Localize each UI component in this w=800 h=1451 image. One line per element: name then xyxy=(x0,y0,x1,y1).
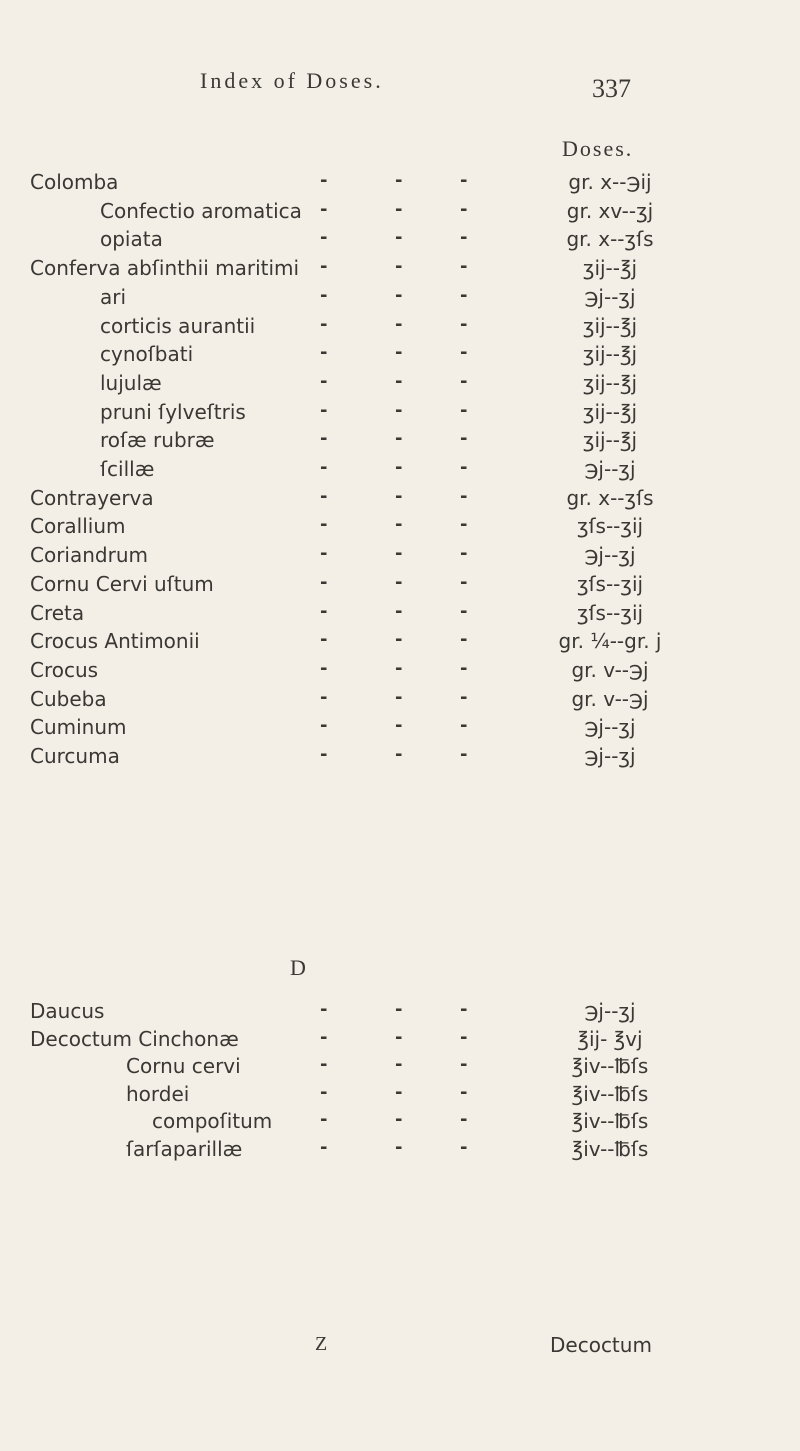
entry-name: pruni ſylveſtris xyxy=(100,399,246,424)
leader-dash: - xyxy=(460,428,468,450)
leader-dash: - xyxy=(320,428,328,450)
leader-dash: - xyxy=(395,313,403,335)
leader-dash: - xyxy=(320,657,328,679)
entry-dose: gr. x--℈ij xyxy=(568,170,652,194)
running-head: Index of Doses. xyxy=(200,68,384,93)
entry-dose: ʒij--℥j xyxy=(582,370,638,395)
entry-dose: ʒij--℥j xyxy=(582,399,638,424)
leader-dash: - xyxy=(460,686,468,708)
entry-name: Cornu Cervi uſtum xyxy=(30,571,214,596)
entry-name: Curcuma xyxy=(30,744,120,768)
leader-dash: - xyxy=(460,571,468,593)
leader-dash: - xyxy=(320,313,328,335)
entry-dose: ℥iv--℔ſs xyxy=(571,1136,649,1161)
section-letter: D xyxy=(290,955,306,980)
entry-dose: ℈j--ʒj xyxy=(584,999,636,1023)
leader-dash: - xyxy=(460,629,468,651)
entry-name: Corallium xyxy=(30,514,126,539)
entry-dose: gr. ¼--gr. j xyxy=(558,629,662,654)
leader-dash: - xyxy=(460,342,468,364)
list-item xyxy=(0,1137,800,1171)
leader-dash: - xyxy=(320,744,328,765)
entry-name: hordei xyxy=(126,1081,190,1106)
leader-dash: - xyxy=(395,715,403,737)
leader-dash: - xyxy=(395,1109,403,1130)
entry-name: Crocus Antimonii xyxy=(30,629,200,654)
leader-dash: - xyxy=(395,1026,403,1048)
leader-dash: - xyxy=(460,600,468,622)
leader-dash: - xyxy=(460,657,468,679)
entry-dose: ʒſs--ʒij xyxy=(576,600,644,625)
entry-name: Creta xyxy=(30,600,85,625)
leader-dash: - xyxy=(460,198,468,220)
leader-dash: - xyxy=(460,1136,468,1158)
entry-dose: ℥iv--℔ſs xyxy=(571,1081,649,1106)
catchword: Decoctum xyxy=(550,1333,652,1357)
entry-name: Crocus xyxy=(30,657,99,682)
leader-dash: - xyxy=(395,485,403,507)
leader-dash: - xyxy=(395,1136,403,1158)
leader-dash: - xyxy=(320,485,328,507)
entry-dose: gr. x--ʒſs xyxy=(566,485,654,510)
entry-name: Contrayerva xyxy=(30,485,154,510)
leader-dash: - xyxy=(395,571,403,593)
leader-dash: - xyxy=(460,284,468,306)
leader-dash: - xyxy=(460,485,468,507)
leader-dash: - xyxy=(460,1081,468,1103)
leader-dash: - xyxy=(320,342,328,364)
entry-name: ari xyxy=(100,284,127,309)
leader-dash: - xyxy=(460,999,468,1020)
leader-dash: - xyxy=(320,543,328,565)
leader-dash: - xyxy=(320,629,328,651)
entry-dose: ℥iv--℔ſs xyxy=(571,1109,649,1133)
leader-dash: - xyxy=(320,1054,328,1075)
entry-name: roſæ rubræ xyxy=(100,428,215,453)
entry-dose: ℈j--ʒj xyxy=(584,543,636,568)
leader-dash: - xyxy=(395,657,403,679)
entry-dose: ℥iv--℔ſs xyxy=(571,1054,649,1078)
leader-dash: - xyxy=(395,457,403,478)
entry-dose: ℥ij- ℥vj xyxy=(577,1026,643,1051)
leader-dash: - xyxy=(395,600,403,622)
entry-dose: gr. v--℈j xyxy=(571,686,649,711)
leader-dash: - xyxy=(320,999,328,1020)
leader-dash: - xyxy=(460,1109,468,1130)
entry-name: ſcillæ xyxy=(100,457,155,481)
leader-dash: - xyxy=(395,744,403,765)
leader-dash: - xyxy=(395,514,403,536)
leader-dash: - xyxy=(320,600,328,622)
leader-dash: - xyxy=(395,1054,403,1075)
leader-dash: - xyxy=(460,313,468,335)
entry-name: lujulæ xyxy=(100,370,162,395)
entry-name: Colomba xyxy=(30,170,119,194)
leader-dash: - xyxy=(460,715,468,737)
leader-dash: - xyxy=(460,170,468,191)
entry-dose: ℈j--ʒj xyxy=(584,715,636,740)
leader-dash: - xyxy=(395,1081,403,1103)
entry-name: cynoſbati xyxy=(100,342,194,367)
leader-dash: - xyxy=(320,284,328,306)
leader-dash: - xyxy=(460,543,468,565)
entry-dose: ℈j--ʒj xyxy=(584,457,636,481)
leader-dash: - xyxy=(395,428,403,450)
entry-dose: ℈j--ʒj xyxy=(584,744,636,768)
leader-dash: - xyxy=(460,457,468,478)
leader-dash: - xyxy=(395,629,403,651)
leader-dash: - xyxy=(320,370,328,392)
entry-name: compoſitum xyxy=(152,1109,273,1133)
leader-dash: - xyxy=(320,514,328,536)
entry-dose: ʒij--℥j xyxy=(582,428,638,453)
doses-column-heading: Doses. xyxy=(562,136,634,161)
leader-dash: - xyxy=(320,198,328,220)
entry-name: Conferva abſinthii maritimi xyxy=(30,256,300,281)
leader-dash: - xyxy=(320,457,328,478)
leader-dash: - xyxy=(320,1026,328,1048)
entry-name: Confectio aromatica xyxy=(100,198,302,223)
entry-name: corticis aurantii xyxy=(100,313,256,338)
signature-mark: Z xyxy=(315,1333,328,1355)
entry-name: Cornu cervi xyxy=(126,1054,241,1078)
list-item xyxy=(0,744,800,778)
leader-dash: - xyxy=(395,198,403,220)
leader-dash: - xyxy=(320,399,328,421)
leader-dash: - xyxy=(395,284,403,306)
leader-dash: - xyxy=(460,514,468,536)
leader-dash: - xyxy=(460,370,468,392)
leader-dash: - xyxy=(460,1054,468,1075)
entry-dose: ʒij--℥j xyxy=(582,342,638,367)
entry-name: ſarſaparillæ xyxy=(126,1136,243,1161)
leader-dash: - xyxy=(395,686,403,708)
leader-dash: - xyxy=(460,227,468,249)
entry-dose: ʒſs--ʒij xyxy=(576,571,644,596)
entry-dose: gr. x--ʒſs xyxy=(566,227,654,252)
entry-name: Daucus xyxy=(30,999,105,1023)
leader-dash: - xyxy=(320,715,328,737)
entry-name: Decoctum Cinchonæ xyxy=(30,1026,239,1051)
leader-dash: - xyxy=(395,543,403,565)
leader-dash: - xyxy=(460,1026,468,1048)
leader-dash: - xyxy=(320,686,328,708)
entry-dose: ʒij--℥j xyxy=(582,313,638,338)
leader-dash: - xyxy=(320,1136,328,1158)
entry-dose: ʒij--℥j xyxy=(582,256,638,281)
leader-dash: - xyxy=(395,170,403,191)
leader-dash: - xyxy=(320,170,328,191)
leader-dash: - xyxy=(460,744,468,765)
leader-dash: - xyxy=(395,399,403,421)
entry-name: Cuminum xyxy=(30,715,127,740)
entry-name: Coriandrum xyxy=(30,543,148,568)
leader-dash: - xyxy=(320,1081,328,1103)
leader-dash: - xyxy=(320,571,328,593)
leader-dash: - xyxy=(320,1109,328,1130)
leader-dash: - xyxy=(320,227,328,249)
leader-dash: - xyxy=(460,256,468,278)
leader-dash: - xyxy=(395,342,403,364)
leader-dash: - xyxy=(395,256,403,278)
leader-dash: - xyxy=(320,256,328,278)
entry-dose: gr. v--℈j xyxy=(571,657,649,682)
entry-name: Cubeba xyxy=(30,686,107,711)
leader-dash: - xyxy=(395,227,403,249)
leader-dash: - xyxy=(395,999,403,1020)
entry-dose: ℈j--ʒj xyxy=(584,284,636,309)
entry-dose: ʒſs--ʒij xyxy=(576,514,644,539)
leader-dash: - xyxy=(460,399,468,421)
leader-dash: - xyxy=(395,370,403,392)
entry-name: opiata xyxy=(100,227,163,252)
page-number: 337 xyxy=(592,74,631,103)
entry-dose: gr. xv--ʒj xyxy=(566,198,654,223)
